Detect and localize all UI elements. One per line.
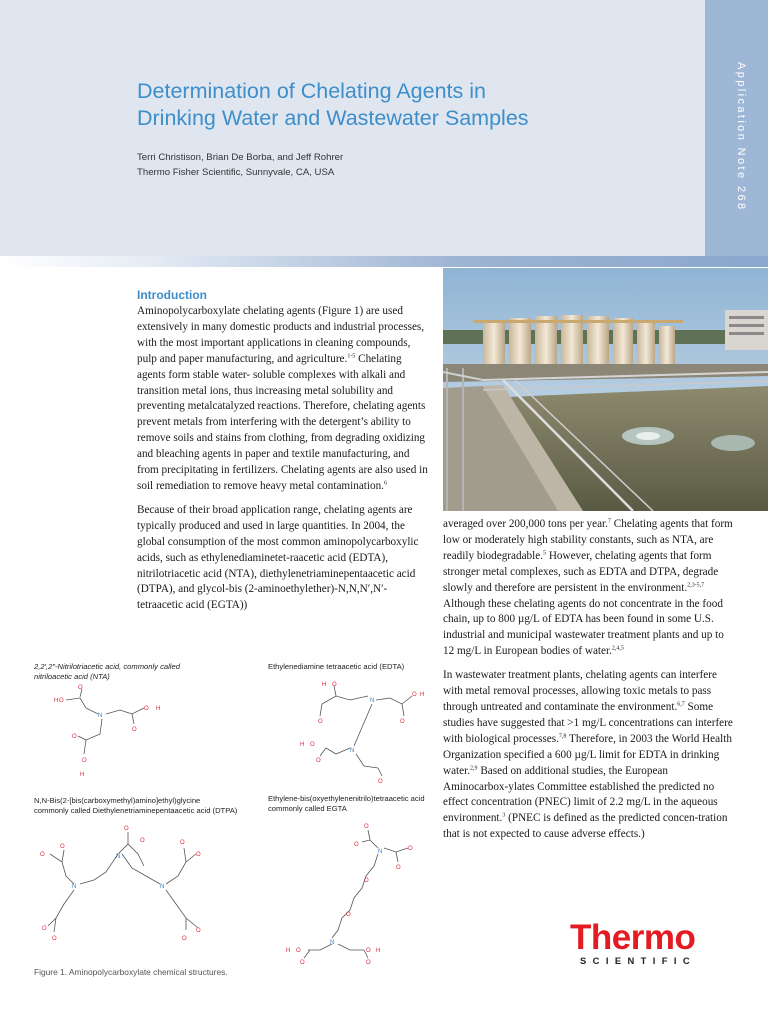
intro-p4-text-d: Based on additional studies, the European Aminocarbox-ylates Committee established the predicted no effect concentration (PNEC) limit of 2.2 mg/L in the aqueous environment. [443, 764, 718, 825]
dtpa-o-atom-1: O [40, 852, 45, 858]
egta-label-line-1: Ethylene-bis(oxyethylenenitrilo)tetraacetic acid [268, 794, 425, 803]
edta-n-atom-1: N [370, 698, 375, 704]
nta-o-atom-5: O [72, 734, 77, 740]
egta-o-atom-5: O [296, 948, 301, 954]
egta-o-atom-4: O [396, 865, 401, 871]
egta-ether-o-1: O [364, 878, 369, 884]
egta-structure [280, 818, 430, 968]
egta-o-atom-3: O [408, 846, 413, 852]
intro-p1-ref-2: 6 [383, 480, 387, 487]
dtpa-label-line-1: N,N-Bis(2-[bis(carboxymethyl)amino]ethyl)glycine [34, 796, 201, 805]
dtpa-o-atom-7: O [196, 928, 201, 934]
egta-ether-o-2: O [346, 912, 351, 918]
intro-paragraph-2: Because of their broad application range, chelating agents are typically produced and used in large quantities. In 2004, the global consumption of the most common aminopolycarboxylic acids, such as ethylenediaminetet-raacetic acid (EDTA), nitrilotriacetic acid (NTA), diethylenetriaminepentaacetic acid (DTPA), and glycol-bis (2-aminoethylether)-N,N,N′,N′-tetraacetic acid (EGTA)) [137, 503, 419, 612]
dtpa-o-atom-10: O [52, 936, 57, 942]
dtpa-label-line-2: commonly called Diethylenetriaminepentaacetic acid (DTPA) [34, 806, 238, 815]
egta-structure-label [268, 794, 425, 814]
title-line-2: Drinking Water and Wastewater Samples [137, 106, 529, 130]
intro-paragraph-3 [443, 517, 735, 660]
edta-o-atom-5: O [310, 742, 315, 748]
edta-o-atom-1: O [318, 719, 323, 725]
egta-o-atom-2: O [354, 842, 359, 848]
left-column [137, 304, 429, 622]
egta-o-atom-7: O [366, 948, 371, 954]
edta-n-atom-2: N [350, 748, 355, 754]
nta-o-atom-6: O [82, 758, 87, 764]
intro-p3-ref-2: 5 [543, 550, 547, 557]
intro-p1-ref-1: 1-5 [347, 352, 356, 359]
intro-p4-ref-2: 7,8 [558, 733, 567, 740]
edta-o-atom-3: O [400, 719, 405, 725]
nta-structure [54, 684, 168, 779]
intro-paragraph-4 [443, 668, 735, 843]
egta-n-atom-1: N [378, 849, 383, 855]
egta-h-atom-1: H [286, 948, 291, 954]
nta-h-atom-1: H [54, 698, 59, 704]
nta-o-atom-3: O [144, 706, 149, 712]
title-line-1: Determination of Chelating Agents in [137, 79, 486, 103]
thermo-scientific-logo [570, 918, 712, 970]
logo-subtitle: SCIENTIFIC [580, 955, 697, 966]
edta-structure-label: Ethylenediamine tetraacetic acid (EDTA) [268, 662, 405, 671]
edta-h-atom-1: H [322, 682, 327, 688]
right-column [443, 517, 735, 851]
author-names: Terri Christison, Brian De Borba, and Jeff Rohrer [137, 152, 344, 163]
edta-o-atom-6: O [316, 758, 321, 764]
intro-p4-ref-4: 3 [502, 812, 506, 819]
egta-h-atom-2: H [376, 948, 381, 954]
intro-p3-text-d: Although these chelating agents do not concentrate in the food chain, up to 800 µg/L of EDTA has been found in some U.S. industrial and municipal wastewater treatment plants and up to 12 mg/L in European bodies of water. [443, 597, 724, 658]
intro-p3-text-a: averaged over 200,000 tons per year. [443, 518, 608, 530]
intro-p4-text-b: Some studies have suggested that >1 mg/L concentrations can interfere with biological processes. [443, 700, 733, 745]
edta-o-atom-4: O [412, 692, 417, 698]
dtpa-n-atom-1: N [72, 884, 77, 890]
wastewater-plant-photo [443, 268, 768, 511]
intro-p4-text-c: Therefore, in 2003 the World Health Organization specified a 600 µg/L limit for EDTA in drinking water. [443, 732, 732, 777]
egta-o-atom-6: O [300, 960, 305, 966]
intro-p3-ref-1: 7 [607, 518, 611, 525]
intro-paragraph-1 [137, 304, 429, 495]
nta-structure-label [34, 662, 180, 682]
dtpa-o-atom-8: O [182, 936, 187, 942]
intro-p3-text-b: Chelating agents that form low or moderately high stability constants, such as NTA, are readily biodegradable. [443, 518, 733, 562]
intro-p4-ref-1: 6,7 [677, 701, 685, 708]
nta-label-line-1: 2,2′,2″-Nitrilotriacetic acid, commonly called [34, 662, 180, 671]
nta-n-atom: N [98, 713, 103, 719]
dtpa-o-atom-2: O [60, 844, 65, 850]
authors [137, 150, 677, 180]
nta-o-atom-2: O [59, 698, 64, 704]
edta-o-atom-2: O [332, 682, 337, 688]
dtpa-o-atom-6: O [196, 852, 201, 858]
document-title [137, 78, 697, 132]
nta-o-atom-1: O [78, 685, 83, 691]
intro-p3-ref-4: 2,4,5 [611, 645, 624, 652]
egta-o-atom-1: O [364, 824, 369, 830]
dtpa-o-atom-4: O [140, 838, 145, 844]
intro-p3-ref-3: 2,3-5,7 [687, 581, 705, 588]
edta-h-atom-3: H [300, 742, 305, 748]
dtpa-structure [36, 818, 236, 958]
dtpa-n-atom-3: N [160, 884, 165, 890]
dtpa-structure-label [34, 796, 237, 816]
nta-h-atom-2: H [156, 706, 161, 712]
intro-p1-text-a: Aminopolycarboxylate chelating agents (Figure 1) are used extensively in many domestic products and industrial processes, with the most important applications in cleaning compounds, pulp and paper manufacturing, and agriculture. [137, 305, 425, 365]
dtpa-n-atom-2: N [116, 854, 121, 860]
edta-structure [292, 676, 427, 786]
nta-label-line-2: nitriloacetic acid (NTA) [34, 672, 110, 681]
figure-caption: Figure 1. Aminopolycarboxylate chemical structures. [34, 967, 228, 977]
dtpa-o-atom-9: O [42, 926, 47, 932]
intro-p4-text-e: (PNEC is defined as the predicted concen-tration that is not expected to cause adverse effects.) [443, 812, 728, 841]
egta-label-line-2: commonly called EGTA [268, 804, 347, 813]
nta-h-atom-3: H [80, 772, 85, 778]
egta-n-atom-2: N [330, 940, 335, 946]
author-affiliation: Thermo Fisher Scientific, Sunnyvale, CA, USA [137, 167, 335, 178]
nta-o-atom-4: O [132, 727, 137, 733]
dtpa-o-atom-5: O [180, 840, 185, 846]
logo-wordmark: Thermo [570, 918, 696, 957]
application-note-label: Application Note 268 [735, 62, 747, 212]
edta-h-atom-2: H [420, 692, 425, 698]
intro-p1-text-b: Chelating agents form stable water- soluble complexes with alkali and transition metal ions, thus increasing metal solubility and preventing metalcatalyzed reactions. Therefore, chelating agents prevent metals from interfering with the detergent’s ability to remove soils and stains from clothing, from degrading oxidizing and bleaching agents in paper and textile manufacturing, and from precipitating in fertilizers. Chelating agents are also used in soil remediation to remove heavy metal contamination. [137, 352, 428, 492]
dtpa-o-atom-3: O [124, 826, 129, 832]
intro-p4-text-a: In wastewater treatment plants, chelating agents can interfere with metal removal processes, allowing toxic metals to pass through untreated and contaminate the environment. [443, 669, 717, 713]
intro-p4-ref-3: 2,9 [470, 764, 478, 771]
header-gradient-bar [0, 256, 768, 267]
intro-p3-text-c: However, chelating agents that form stronger metal complexes, such as EDTA and DTPA, degrade slowly and therefore are persistent in the environment. [443, 549, 719, 594]
edta-o-atom-7: O [378, 779, 383, 785]
section-heading-introduction: Introduction [137, 288, 207, 302]
egta-o-atom-8: O [366, 960, 371, 966]
